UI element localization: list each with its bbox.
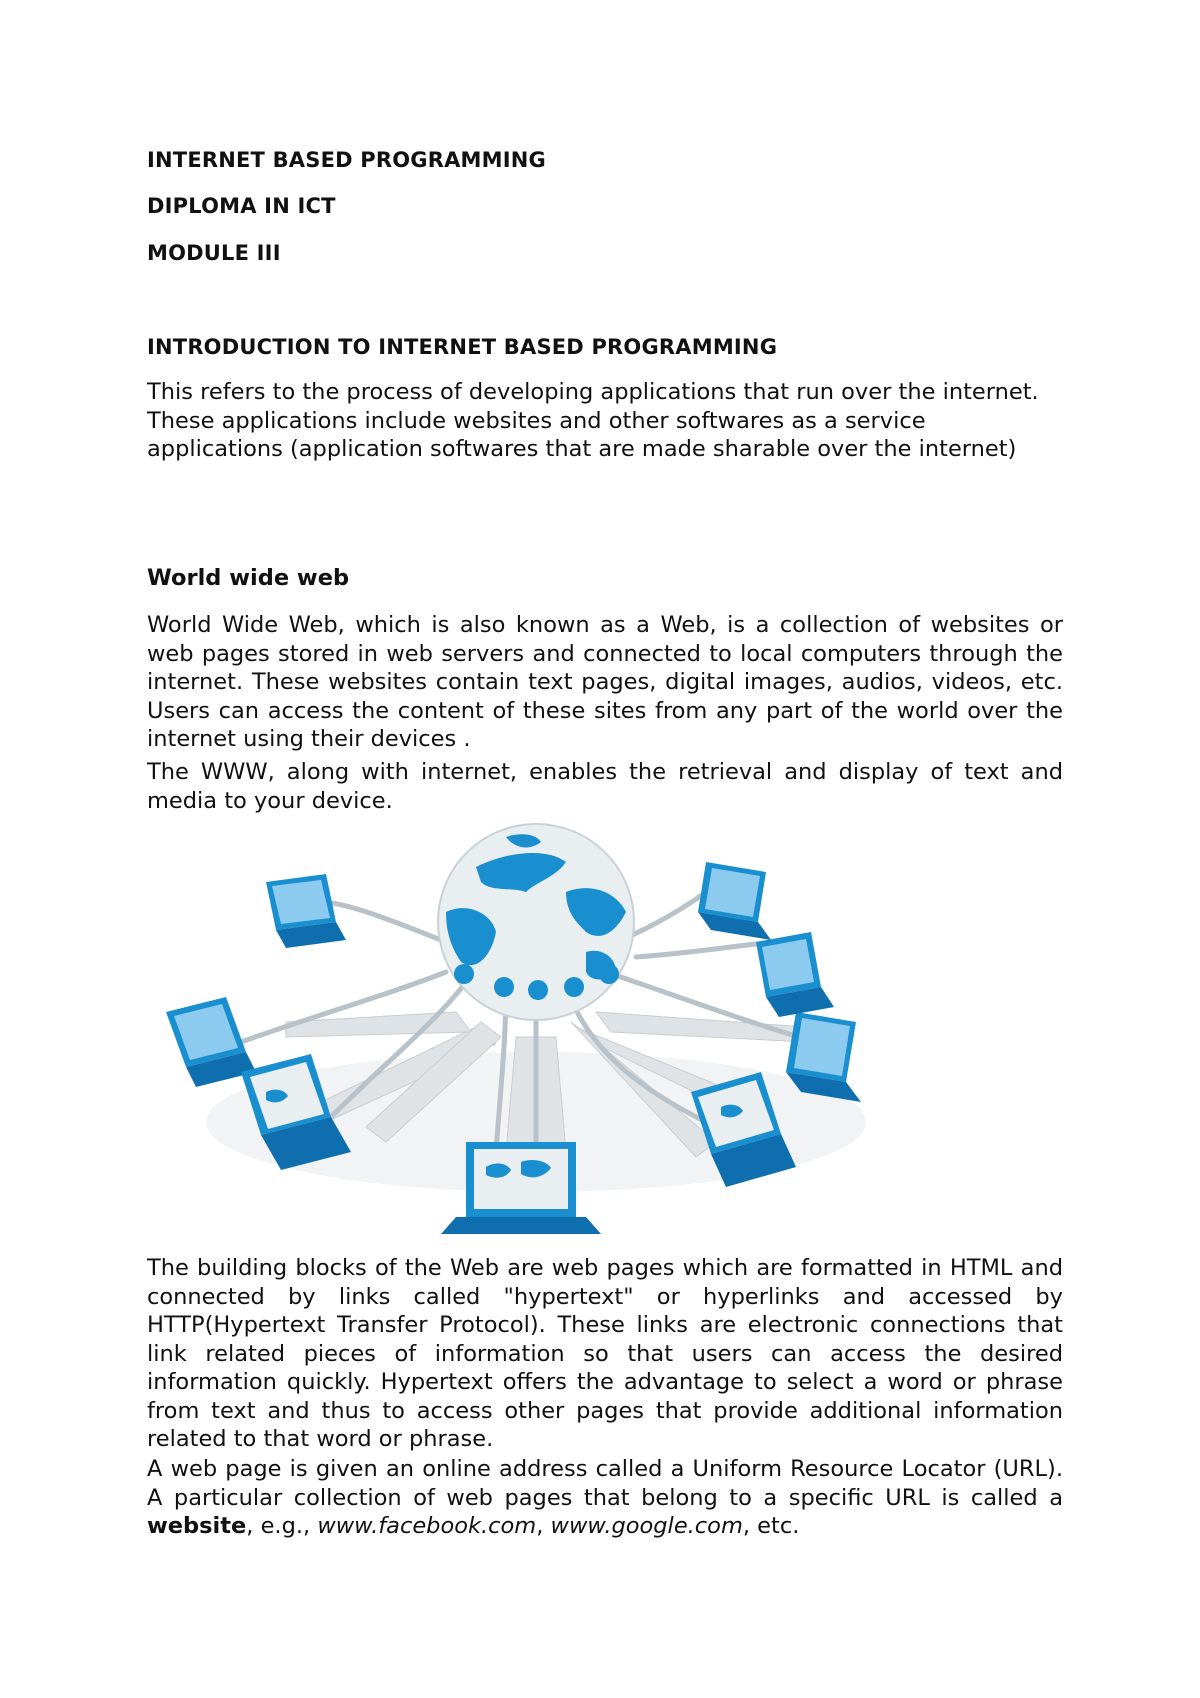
- term-website: website: [147, 1513, 247, 1539]
- para4-sep: ,: [536, 1513, 551, 1539]
- www-heading: World wide web: [147, 565, 350, 591]
- doc-title: INTERNET BASED PROGRAMMING: [147, 148, 546, 172]
- www-paragraph-2: The WWW, along with internet, enables the retrieval and display of text and media to your device.: [147, 759, 1063, 814]
- para4-mid: , e.g.,: [246, 1513, 318, 1539]
- www-paragraph-4: [147, 1455, 1063, 1541]
- para4-lead: A web page is given an online address called a Uniform Resource Locator (URL). A particular collection of web pages that belong to a specific URL is called a: [147, 1456, 1063, 1511]
- para4-tail: , etc.: [742, 1513, 800, 1539]
- intro-paragraph: This refers to the process of developing applications that run over the internet. These applications include websites and other softwares as a service applications (application softwares that are made sharable over the internet): [147, 379, 1039, 462]
- example-link-facebook[interactable]: www.facebook.com: [317, 1513, 537, 1539]
- doc-course: DIPLOMA IN ICT: [147, 194, 336, 218]
- intro-heading: INTRODUCTION TO INTERNET BASED PROGRAMMING: [147, 335, 778, 359]
- globe-network-illustration: [146, 822, 912, 1234]
- doc-module: MODULE III: [147, 241, 281, 265]
- example-link-google[interactable]: www.google.com: [550, 1513, 743, 1539]
- www-paragraph-1: World Wide Web, which is also known as a Web, is a collection of websites or web pages stored in web servers and connected to local computers through the internet. These websites contain text pages, digital images, audios, videos, etc. Users can access the content of these sites from any part of the world over the internet using their devices .: [147, 612, 1063, 752]
- www-paragraph-3: The building blocks of the Web are web pages which are formatted in HTML and connected by links called "hypertext" or hyperlinks and accessed by HTTP(Hypertext Transfer Protocol). These links are electronic connections that link related pieces of information so that users can access the desired information quickly. Hypertext offers the advantage to select a word or phrase from text and thus to access other pages that provide additional information related to that word or phrase.: [147, 1255, 1063, 1452]
